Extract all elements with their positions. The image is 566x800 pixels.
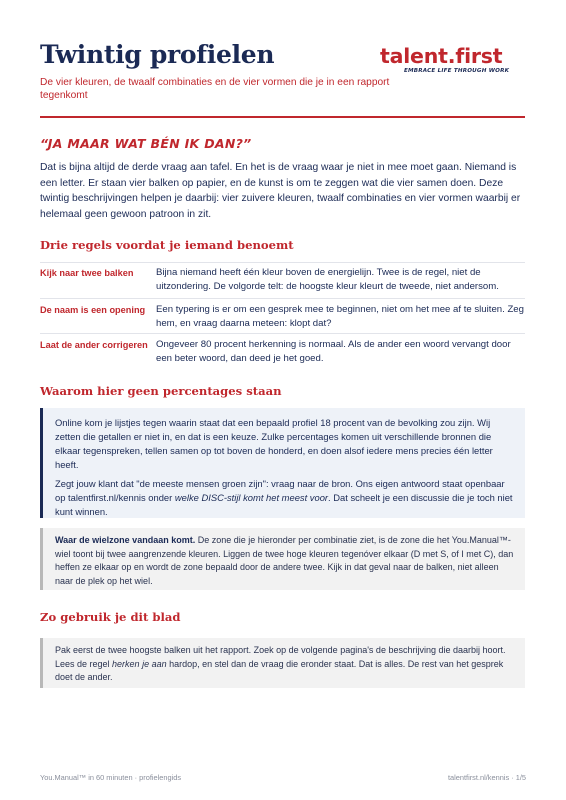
percentages-callout — [40, 408, 525, 518]
percentages-p2-end: . Dat scheelt je een discussie die je toch niet kunt winnen. — [55, 492, 513, 517]
logo-tagline: EMBRACE LIFE THROUGH WORK — [404, 68, 510, 74]
percentages-p2-start: Zegt jouw klant dat "de meeste mensen groen zijn": vraag naar de bron. Ons eigen antwoord staat openbaar op talentfirst.nl/kennis onder — [55, 478, 505, 503]
footer-left: You.Manual™ in 60 minuten · profielengids — [40, 773, 182, 782]
usage-text-emphasis: herken je aan — [112, 658, 167, 669]
wheel-zone-note — [40, 528, 525, 590]
rules-table — [40, 262, 525, 368]
percentages-p2-emphasis: welke DISC-stijl komt het meest voor — [174, 492, 329, 503]
usage-text-end: hardop, en stel dan de vraag die eronder staat. Dat is alles. De rest van het gesprek doet de ander. — [55, 658, 504, 683]
logo-wordmark: talent.first — [380, 44, 503, 68]
footer-right: talentfirst.nl/kennis · 1/5 — [447, 773, 526, 782]
usage-text-start: Pak eerst de twee hoogste balken uit het rapport. Zoek op de volgende pagina's de beschrijving die daarbij hoort. Lees de regel — [55, 645, 506, 669]
rule-text: Bijna niemand heeft één kleur boven de energielijn. Twee is de regel, niet de uitzondering. De volgorde telt: de hoogste kleur kleurt de tweede, niet andersom. — [156, 263, 525, 299]
rule-row — [40, 334, 525, 369]
rule-text: Een typering is er om een gesprek mee te beginnen, niet om het mee af te sluiten. Zeg hem, en vraag daarna meteen: klopt dat? — [156, 299, 525, 334]
intro-kicker: “JA MAAR WAT BÉN IK DAN?” — [40, 136, 252, 151]
wheel-zone-lead: Waar de wielzone vandaan komt. — [55, 535, 196, 545]
page-subtitle: De vier kleuren, de twaalf combinaties en de vier vormen die je in een rapport tegenkomt — [40, 77, 390, 101]
usage-heading: Zo gebruik je dit blad — [40, 610, 181, 624]
rules-heading: Drie regels voordat je iemand benoemt — [40, 238, 294, 252]
percentages-paragraph-2 — [55, 477, 515, 519]
rule-label: Laat de ander corrigeren — [40, 334, 156, 369]
page-title: Twintig profielen — [40, 40, 275, 69]
wheel-zone-paragraph — [55, 534, 515, 588]
percentages-heading: Waarom hier geen percentages staan — [40, 384, 282, 398]
rule-row — [40, 263, 525, 299]
rule-label: Kijk naar twee balken — [40, 263, 156, 299]
brand-logo — [380, 44, 530, 74]
rule-row — [40, 299, 525, 334]
usage-note — [40, 638, 525, 688]
usage-paragraph — [55, 644, 515, 685]
header-divider — [40, 116, 525, 118]
rule-text: Ongeveer 80 procent herkenning is normaal. Als de ander een woord vervangt door een beter woord, dan deed je het goed. — [156, 334, 525, 369]
intro-paragraph: Dat is bijna altijd de derde vraag aan tafel. En het is de vraag waar je niet in mee moet gaan. Niemand is een letter. Er staan vier balken op papier, en de kunst is om te zeggen wat die vier samen doen. Deze twintig beschrijvingen helpen je daarbij: vier zuivere kleuren, twaalf combinaties en vier vormen waarbij er helemaal geen gewoon patroon in zit. — [40, 162, 521, 220]
percentages-paragraph-1: Online kom je lijstjes tegen waarin staat dat een bepaald profiel 18 procent van de bevolking zou zijn. Wij zetten die getallen er niet in, en dat is een keuze. Zulke percentages komen uit verschillende bronnen die elkaar tegenspreken, tellen samen op tot boven de honderd, en doen alsof iedere mens precies één letter heeft. — [55, 417, 493, 470]
rule-label: De naam is een opening — [40, 299, 156, 334]
wheel-zone-text: De zone die je hieronder per combinatie ziet, is de zone die het You.Manual™-wiel toont bij twee aangrenzende kleuren. Liggen de twee hoge kleuren tegenóver elkaar (D met S, of I met C), dan heffen ze elkaar op en wordt de zone bepaald door de andere twee. Kijk in dat geval naar de balken, niet alleen naar de plek op het wiel. — [55, 535, 514, 586]
